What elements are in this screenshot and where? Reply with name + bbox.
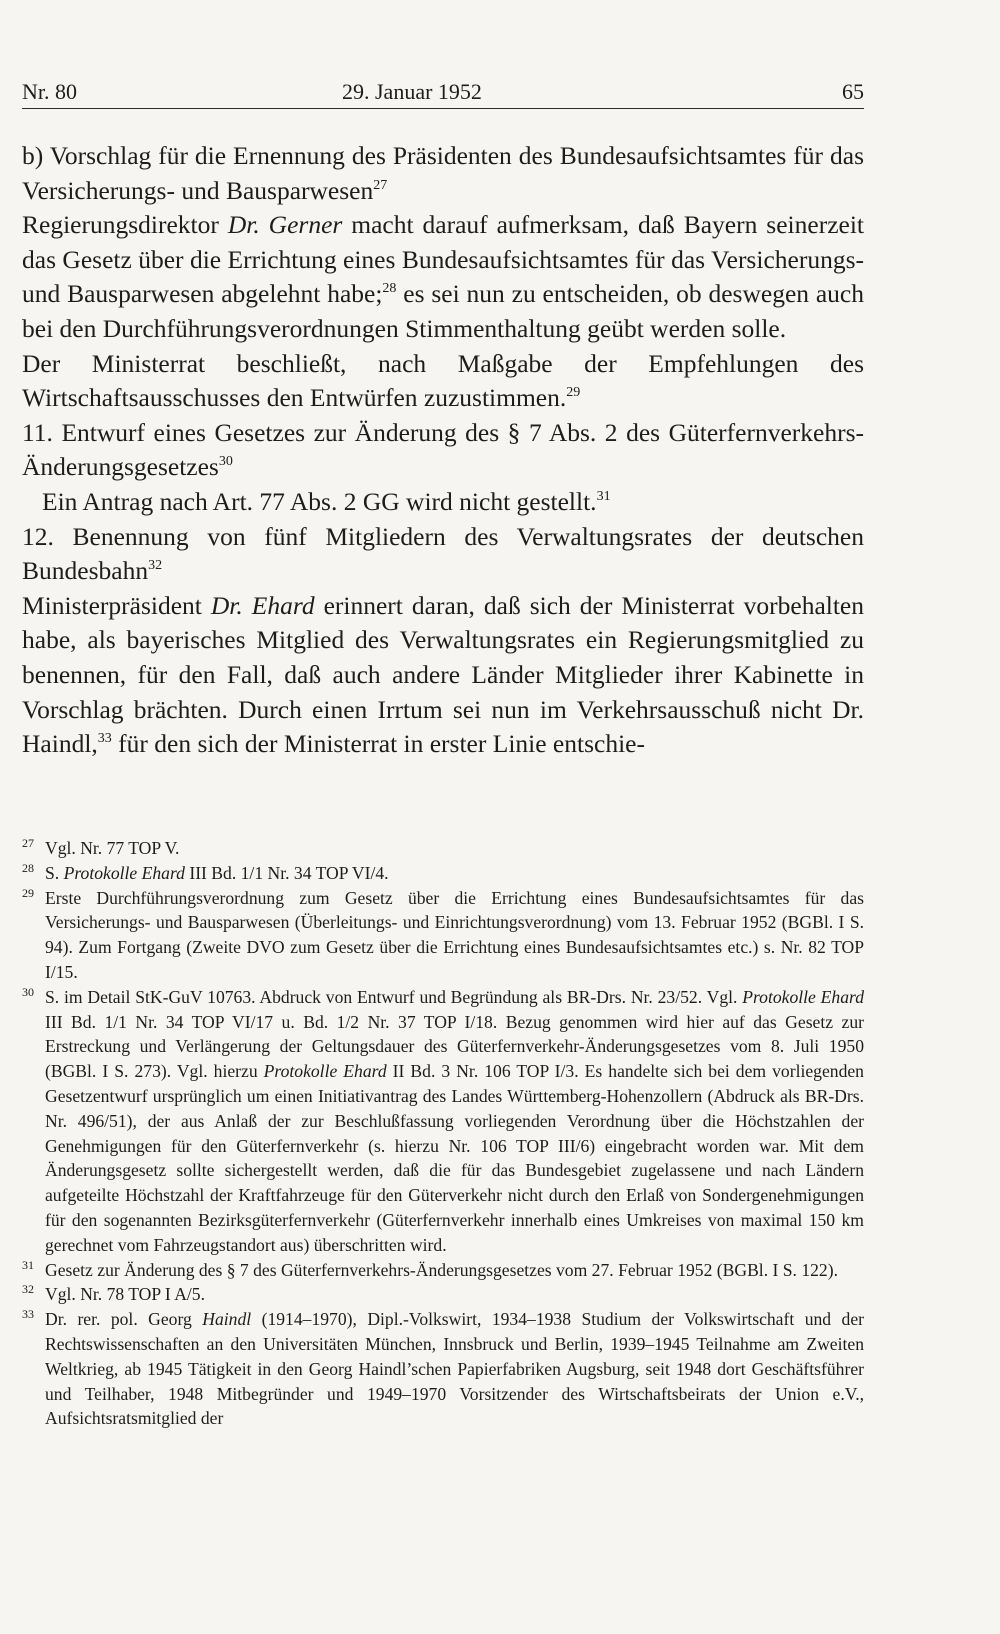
document-date: 29. Januar 1952 — [342, 79, 482, 104]
footnote-number: 28 — [22, 860, 34, 875]
paragraph-ehard: Ministerpräsident Dr. Ehard erinnert daran, daß sich der Ministerrat vorbehalten habe, als bayerisches Mitglied des Verwaltungsrates ein Regierungsmitglied zu benennen, für den Fall, daß auch andere Länder Mitglieder ihrer Kabinette in Vorschlag brächten. Durch einen Irrtum sei nun im Verkehrsausschuß nicht Dr. Haindl,$^{33}$ für den sich der Ministerrat in erster Linie entschie- — [22, 590, 864, 759]
footnote-number: 29 — [22, 885, 34, 900]
speaker-name: Dr. Gerner — [227, 210, 343, 240]
footnote-ref[interactable]: 27 — [373, 177, 388, 193]
footnote-number: 30 — [22, 984, 34, 999]
page-number: 65 — [842, 79, 864, 104]
footnote-33: 33 Dr. rer. pol. Georg Haindl (1914–1970), Dipl.-Volkswirt, 1934–1938 Studium der Volkswirtschaft und der Rechtswissenschaften an den Universitäten München, Innsbruck und Berlin, 1939–1945 Teilnahme am Zweiten Weltkrieg, ab 1945 Tätigkeit in den Georg Haindl’schen Papierfabriken Augsburg, seit 1948 dort Geschäftsführer und Teilhaber, 1948 Mitbegründer und 1949–1970 Vorsitzender des Wirtschaftsbeirats der Union e.V., Aufsichtsratsmitglied der — [22, 1307, 864, 1429]
main-text — [22, 139, 864, 762]
footnote-30: 30 S. im Detail StK-GuV 10763. Abdruck von Entwurf und Begründung als BR-Drs. Nr. 23/52. Vgl. Protokolle Ehard III Bd. 1/1 Nr. 34 TOP VI/17 u. Bd. 1/2 Nr. 37 TOP I/18. Bezug genommen wird hier auf das Gesetz zur Erstreckung und Verlängerung der Geltungsdauer des Güterfernverkehr-Änderungsgesetzes vom 8. Juli 1950 (BGBl. I S. 273). Vgl. hierzu Protokolle Ehard II Bd. 3 Nr. 106 TOP I/3. Es handelte sich bei dem vorliegenden Gesetzentwurf ursprünglich um einen Initiativantrag des Landes Württemberg-Hohenzollern (Abdruck als BR-Drs. Nr. 496/51), der aus Anlaß der zur Beschlußfassung vorliegenden Verordnung über die Höchstzahlen der Genehmigungen für den Güterfernverkehr (s. hierzu Nr. 106 TOP III/6) eingebracht worden war. Mit dem Änderungsgesetz sollte sichergestellt werden, daß die für das Bundesgebiet zugelassene und nach Ländern aufgeteilte Höchstzahl der Kraftfahrzeuge für den Güterverkehr nicht durch den Erlaß von Sondergenehmigungen für den sogenannten Bezirksgüterfernverkehr (Güterfernverkehr innerhalb eines Umkreises von maximal 150 km gerechnet vom Fahrzeugstandort aus) überschritten wird. — [22, 984, 865, 1255]
footnote-number: 32 — [22, 1282, 34, 1297]
footnote-ref[interactable]: 28 — [382, 281, 397, 297]
document-number: Nr. 80 — [22, 79, 77, 104]
paragraph-proposal-president: b) Vorschlag für die Ernennung des Präsidenten des Bundesaufsichtsamtes für das Versicherungs- und Bausparwesen$^{27}$ — [22, 141, 864, 205]
footnotes — [22, 836, 864, 1431]
running-header — [22, 74, 864, 109]
footnote-number: 27 — [22, 836, 34, 850]
paragraph-decision: Der Ministerrat beschließt, nach Maßgabe der Empfehlungen des Wirtschaftsausschusses den Entwürfen zuzustimmen.$^{29}$ — [22, 348, 864, 413]
paragraph-gerner: Regierungsdirektor Dr. Gerner macht darauf aufmerksam, daß Bayern seinerzeit das Gesetz über die Errichtung eines Bundesaufsichtsamtes für das Versicherungs- und Bausparwesen abgelehnt habe;$^{28}$ es sei nun zu entscheiden, ob deswegen auch bei den Durchführungsverordnungen Stimmenthaltung geübt werden solle. — [22, 210, 865, 343]
speaker-name: Dr. Ehard — [210, 590, 315, 620]
footnote-ref[interactable]: 29 — [566, 385, 581, 401]
footnote-28: 28 S. Protokolle Ehard III Bd. 1/1 Nr. 34 TOP VI/4. — [22, 860, 389, 883]
footnote-32: 32 Vgl. Nr. 78 TOP I A/5. — [22, 1282, 205, 1305]
footnote-ref[interactable]: 32 — [148, 558, 163, 574]
footnote-27: 27 Vgl. Nr. 77 TOP V. — [22, 836, 180, 858]
agenda-item-11: 11. Entwurf eines Gesetzes zur Änderung des § 7 Abs. 2 des Güterfernverkehrs-Änderungsgesetzes$^{30}$ — [22, 417, 864, 482]
paragraph-art77: Ein Antrag nach Art. 77 Abs. 2 GG wird nicht gestellt.$^{31}$ — [42, 486, 611, 516]
footnote-ref[interactable]: 33 — [97, 731, 112, 747]
footnote-ref[interactable]: 31 — [596, 488, 611, 504]
agenda-item-12: 12. Benennung von fünf Mitgliedern des Verwaltungsrates der deutschen Bundesbahn$^{32}$ — [22, 521, 864, 586]
footnote-ref[interactable]: 30 — [218, 454, 233, 470]
footnote-31: 31 Gesetz zur Änderung des § 7 des Güterfernverkehrs-Änderungsgesetzes vom 27. Februar 1952 (BGBl. I S. 122). — [22, 1257, 838, 1280]
footnote-number: 31 — [22, 1257, 34, 1272]
footnote-number: 33 — [22, 1307, 34, 1322]
footnote-29: 29 Erste Durchführungsverordnung zum Gesetz über die Errichtung eines Bundesaufsichtsamtes für das Versicherungs- und Bausparwesen (Überleitungs- und Einrichtungsverordnung) vom 13. Februar 1952 (BGBl. I S. 94). Zum Fortgang (Zweite DVO zum Gesetz über die Errichtung eines Bundesaufsichtsamtes etc.) s. Nr. 82 TOP I/15. — [22, 885, 864, 982]
